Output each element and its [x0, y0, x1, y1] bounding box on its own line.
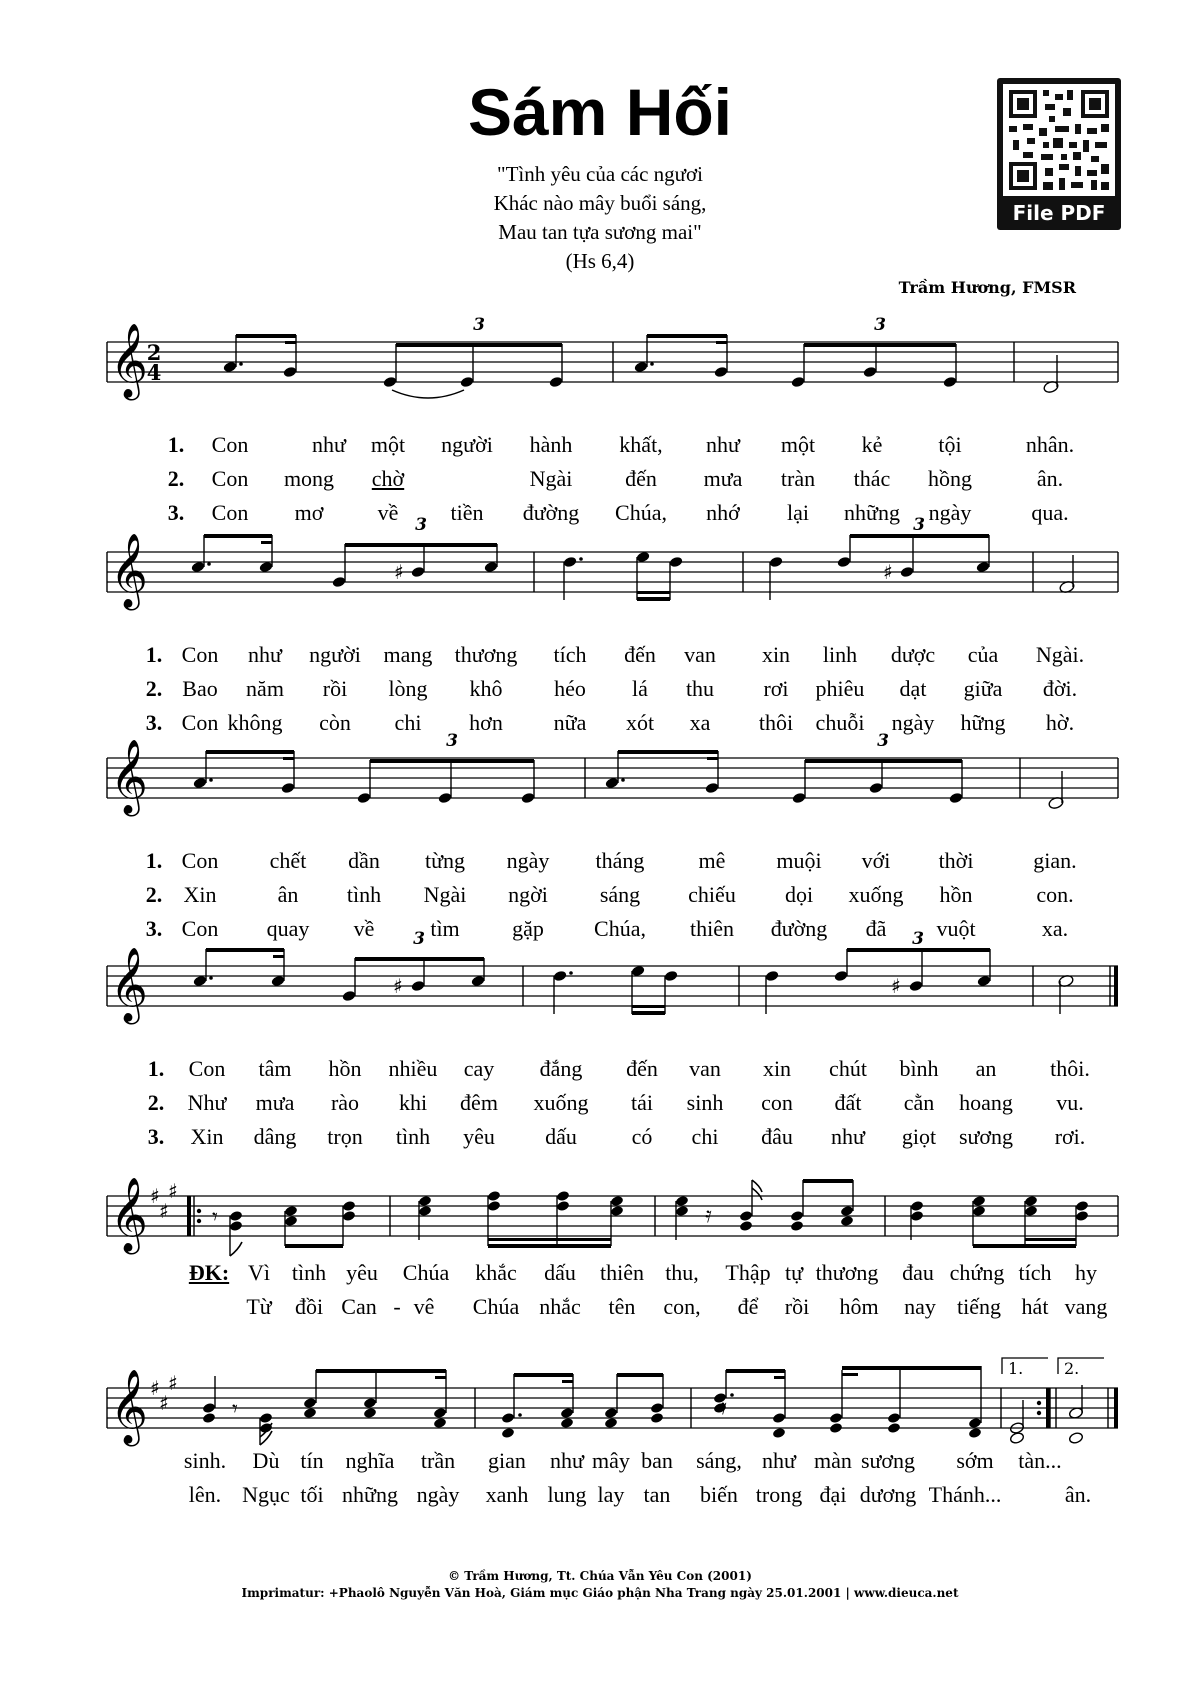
music-staff [0, 1340, 1200, 1460]
lyric-syllable: mê [698, 848, 726, 873]
lyric-syllable: xin [761, 642, 791, 667]
lyric-syllable: sáng, [696, 1448, 742, 1473]
lyric-syllable: Con [181, 642, 219, 667]
lyric-syllable: Chúa [402, 1260, 450, 1285]
lyric-syllable: yêu [463, 1124, 495, 1149]
tuplet-number: 3 [877, 731, 889, 751]
lyric-syllable: tội [938, 432, 962, 457]
lyric-syllable: màn [814, 1448, 852, 1473]
lyric-syllable: biến [700, 1482, 738, 1507]
lyric-syllable: vu. [1056, 1090, 1084, 1115]
lyric-line [0, 1260, 1200, 1290]
lyric-syllable: sương [860, 1448, 916, 1473]
lyric-line [0, 466, 1200, 496]
verse-number: 3. [167, 500, 185, 525]
lyric-syllable: ngày [506, 848, 550, 873]
tuplet-number: 3 [446, 731, 458, 751]
lyric-syllable: nữa [553, 710, 587, 735]
lyric-syllable: ngời [508, 882, 548, 907]
verse-number: 1. [167, 432, 185, 457]
lyric-line [0, 642, 1200, 672]
lyric-syllable: thác [853, 466, 891, 491]
lyric-syllable: Xin [190, 1124, 224, 1149]
lyric-syllable: Con [211, 500, 249, 525]
lyric-syllable: Từ [246, 1294, 272, 1319]
lyric-line [0, 1448, 1200, 1478]
sixteenth-rest-icon: 𝄿 [720, 1395, 727, 1420]
lyric-syllable: đất [834, 1090, 862, 1115]
verse-number: 1. [145, 642, 163, 667]
lyric-syllable: những [342, 1482, 398, 1507]
copyright-line: © Trầm Hương, Tt. Chúa Vẫn Yêu Con (2001) [448, 1569, 752, 1583]
svg-text:♯: ♯ [168, 1371, 178, 1395]
lyric-syllable: đường [522, 500, 580, 525]
lyric-syllable: rồi [322, 676, 348, 701]
lyric-syllable: năm [246, 676, 284, 701]
lyric-syllable: Xin [183, 882, 217, 907]
lyric-syllable: vê [413, 1294, 435, 1319]
time-signature-top: 2 [146, 340, 162, 365]
lyric-syllable: tự [784, 1260, 804, 1285]
lyric-syllable: hồn [939, 882, 973, 907]
lyric-syllable: tiếng [957, 1294, 1001, 1319]
lyric-syllable: dần [348, 848, 380, 873]
lyric-syllable: Như [187, 1090, 227, 1115]
lyric-syllable: héo [554, 676, 586, 701]
lyric-syllable: người [441, 432, 493, 457]
first-ending-label: 1. [1008, 1359, 1024, 1378]
lyric-syllable: về [353, 916, 375, 941]
lyric-syllable: yêu [346, 1260, 378, 1285]
lyric-syllable: nhiều [388, 1056, 438, 1081]
lyric-syllable: Ngài [423, 882, 467, 907]
lyric-syllable: ân. [1064, 1482, 1092, 1507]
svg-text:♯: ♯ [159, 1391, 169, 1415]
lyric-syllable: chi [394, 710, 422, 735]
lyric-syllable: rồi [784, 1294, 810, 1319]
lyric-syllable: kẻ [861, 432, 883, 457]
lyric-syllable: - [393, 1294, 401, 1319]
tuplet-number: 3 [874, 315, 886, 335]
lyric-syllable: tích [553, 642, 587, 667]
lyric-syllable: van [684, 642, 716, 667]
lyric-syllable: mơ [294, 500, 324, 525]
lyric-line [0, 1294, 1200, 1324]
lyric-syllable: nay [904, 1294, 936, 1319]
treble-clef: 𝄞 [110, 948, 148, 1022]
lyric-syllable: thiên [600, 1260, 644, 1285]
lyric-syllable: trần [420, 1448, 456, 1473]
lyric-syllable: lòng [388, 676, 428, 701]
lyric-syllable: gặp [512, 916, 544, 941]
lyric-syllable: ngày [416, 1482, 460, 1507]
lyric-syllable: giữa [963, 676, 1003, 701]
lyric-syllable: Con [181, 710, 219, 735]
lyric-syllable: tích [1018, 1260, 1052, 1285]
lyric-syllable: tràn [780, 466, 816, 491]
lyric-syllable: sương [958, 1124, 1014, 1149]
lyric-syllable: gian [488, 1448, 526, 1473]
verse-number: 3. [145, 916, 163, 941]
lyric-syllable: ngày [928, 500, 972, 525]
epigraph-line: Mau tan tựa sương mai" [498, 220, 702, 244]
lyric-syllable: an [975, 1056, 997, 1081]
lyric-syllable: chi [691, 1124, 719, 1149]
lyric-syllable: chuỗi [815, 710, 865, 735]
lyric-syllable: xuống [848, 882, 904, 907]
music-staff [0, 510, 1200, 620]
lyric-syllable: khô [469, 676, 503, 701]
lyric-syllable: đã [865, 916, 887, 941]
lyric-syllable: nhân. [1025, 432, 1075, 457]
lyric-syllable: thương [454, 642, 518, 667]
lyric-syllable: rơi. [1054, 1124, 1086, 1149]
lyric-syllable: xin [762, 1056, 792, 1081]
tuplet-number: 3 [912, 929, 924, 949]
lyric-line [0, 848, 1200, 878]
lyric-syllable: đến [624, 642, 656, 667]
lyric-syllable: hát [1021, 1294, 1049, 1319]
treble-clef: 𝄞 [110, 1178, 148, 1252]
lyric-syllable: nhắc [539, 1294, 581, 1319]
lyric-syllable: Chúa, [615, 500, 667, 525]
qr-code-icon [1003, 84, 1115, 196]
lyric-syllable: Con [181, 916, 219, 941]
lyric-syllable: người [309, 642, 361, 667]
lyric-syllable: Con [188, 1056, 226, 1081]
lyric-syllable: xuống [533, 1090, 589, 1115]
lyric-syllable: hồn [328, 1056, 362, 1081]
lyric-syllable: bình [899, 1056, 939, 1081]
svg-text:♯: ♯ [168, 1179, 178, 1203]
lyric-syllable: thiên [690, 916, 734, 941]
lyric-syllable: ngày [891, 710, 935, 735]
qr-code-pdf-link[interactable] [997, 78, 1121, 230]
lyric-syllable: đời. [1042, 676, 1078, 701]
lyric-line [0, 1482, 1200, 1512]
lyric-syllable: nghĩa [345, 1448, 395, 1473]
lyric-syllable: lay [597, 1482, 625, 1507]
lyric-line [0, 1056, 1200, 1086]
lyric-syllable: hơn [469, 710, 503, 735]
lyric-syllable: Bao [182, 676, 218, 701]
lyric-syllable: đến [625, 466, 657, 491]
lyric-syllable: đắng [539, 1056, 583, 1081]
lyric-syllable: Ngục [242, 1482, 290, 1507]
lyric-syllable: ân. [1036, 466, 1064, 491]
lyric-syllable: mong [283, 466, 335, 491]
lyric-syllable: vuột [936, 916, 976, 941]
music-staff [0, 924, 1200, 1034]
lyric-syllable: khắc [475, 1260, 517, 1285]
lyric-syllable: cay [463, 1056, 495, 1081]
lyric-syllable: xanh [485, 1482, 529, 1507]
lyric-syllable: như [706, 432, 740, 457]
lyric-syllable: hy [1075, 1260, 1097, 1285]
lyric-syllable: để [737, 1294, 759, 1319]
lyric-syllable: chết [269, 848, 307, 873]
lyric-syllable: đồi [294, 1294, 324, 1319]
lyric-syllable: Can [341, 1294, 377, 1319]
lyric-syllable: hững [960, 710, 1006, 735]
lyric-syllable: tái [631, 1090, 653, 1115]
lyric-syllable: tình [395, 1124, 431, 1149]
svg-text:♯: ♯ [150, 1376, 160, 1400]
lyric-syllable: thu, [665, 1260, 699, 1285]
lyric-syllable: một [370, 432, 406, 457]
lyric-syllable: van [689, 1056, 721, 1081]
lyric-syllable: với [861, 848, 891, 873]
lyric-syllable: tối [300, 1482, 324, 1507]
treble-clef: 𝄞 [110, 534, 148, 608]
footer [0, 1568, 1200, 1602]
lyric-syllable: con. [1036, 882, 1074, 907]
lyric-line [0, 882, 1200, 912]
lyric-syllable: Dù [252, 1448, 280, 1473]
lyric-syllable: muội [776, 848, 822, 873]
svg-text:♯: ♯ [159, 1199, 169, 1223]
lyric-syllable: hờ. [1045, 710, 1075, 735]
lyric-syllable: đến [626, 1056, 658, 1081]
verse-number: 3. [147, 1124, 165, 1149]
music-staff [0, 300, 1200, 410]
treble-clef: 𝄞 [110, 740, 148, 814]
treble-clef: 𝄞 [110, 1370, 148, 1444]
lyric-line [0, 1090, 1200, 1120]
lyric-syllable: hôm [839, 1294, 879, 1319]
lyric-syllable: như [550, 1448, 584, 1473]
lyric-syllable: tìm [430, 916, 460, 941]
verse-number: 2. [145, 676, 163, 701]
lyric-syllable: Con [211, 466, 249, 491]
lyric-syllable: thôi. [1050, 1056, 1090, 1081]
tuplet-number: 3 [415, 515, 427, 535]
lyric-syllable: lung [547, 1482, 587, 1507]
second-ending-label: 2. [1064, 1359, 1080, 1378]
verse-number: 2. [147, 1090, 165, 1115]
lyric-syllable: lên. [188, 1482, 222, 1507]
lyric-syllable: mây [592, 1448, 630, 1473]
lyric-syllable: đường [770, 916, 828, 941]
lyric-syllable: lá [632, 676, 648, 701]
lyric-syllable: tín [300, 1448, 324, 1473]
lyric-syllable: trong [755, 1482, 803, 1507]
epigraph-line: Khác nào mây buổi sáng, [493, 191, 707, 215]
lyric-syllable: những [844, 500, 900, 525]
lyric-syllable: linh [822, 642, 858, 667]
lyric-syllable: thu [685, 676, 715, 701]
lyric-syllable: đêm [460, 1090, 498, 1115]
lyric-syllable: gian. [1033, 848, 1077, 873]
svg-text:♯: ♯ [394, 560, 404, 584]
lyric-syllable: Con [181, 848, 219, 873]
lyric-syllable: Ngài [529, 466, 573, 491]
lyric-syllable: tiền [450, 500, 484, 525]
lyric-syllable: hồng [928, 466, 972, 491]
lyric-syllable: chút [829, 1056, 867, 1081]
tuplet-number: 3 [473, 315, 485, 335]
lyric-syllable: như [762, 1448, 796, 1473]
imprimatur-line: Imprimatur: +Phaolô Nguyễn Văn Hoà, Giám mục Giáo phận Nha Trang ngày 25.01.2001 | www.dieuca.net [241, 1586, 959, 1600]
lyric-syllable: lại [787, 500, 809, 525]
lyric-syllable: dâng [253, 1124, 297, 1149]
lyric-syllable: khất, [619, 432, 663, 457]
lyric-syllable: từng [424, 848, 466, 873]
lyric-syllable: con, [663, 1294, 701, 1319]
lyric-syllable: tình [291, 1260, 327, 1285]
lyric-syllable: thôi [758, 710, 794, 735]
lyric-syllable: như [312, 432, 346, 457]
eighth-rest-icon: 𝄾 [212, 1205, 218, 1230]
lyric-syllable: chứng [949, 1260, 1005, 1285]
lyric-syllable: đại [819, 1482, 847, 1507]
lyric-syllable: có [631, 1124, 653, 1149]
lyric-syllable: quay [266, 916, 310, 941]
sixteenth-rest-icon: 𝄿 [705, 1203, 712, 1228]
lyric-syllable: mang [383, 642, 433, 667]
lyric-syllable: rào [330, 1090, 360, 1115]
epigraph-reference: (Hs 6,4) [565, 249, 635, 273]
lyric-syllable: xa. [1041, 916, 1069, 941]
lyric-syllable: khi [398, 1090, 428, 1115]
lyric-syllable: dọi [784, 882, 814, 907]
lyric-syllable: chờ [371, 466, 405, 491]
lyric-syllable: sinh. [183, 1448, 227, 1473]
music-staff [0, 1160, 1200, 1270]
lyric-syllable: tàn... [1018, 1448, 1062, 1473]
lyric-syllable: không [227, 710, 283, 735]
lyric-line [0, 432, 1200, 462]
lyric-syllable: thương [815, 1260, 879, 1285]
svg-text:♯: ♯ [150, 1184, 160, 1208]
music-staff [0, 716, 1200, 826]
lyric-syllable: nhớ [706, 500, 740, 525]
lyric-syllable: ân [277, 882, 299, 907]
lyric-syllable: Ngài. [1035, 642, 1085, 667]
lyric-syllable: hoang [959, 1090, 1013, 1115]
lyric-syllable: dấu [544, 1260, 576, 1285]
lyric-syllable: về [377, 500, 399, 525]
time-signature-bottom: 4 [146, 360, 162, 385]
lyric-syllable: như [248, 642, 282, 667]
lyric-syllable: chiếu [688, 882, 736, 907]
svg-text:♯: ♯ [891, 974, 901, 998]
eighth-rest-icon: 𝄾 [232, 1397, 238, 1422]
lyric-syllable: ban [641, 1448, 673, 1473]
song-title: Sám Hối [467, 75, 733, 149]
lyric-syllable: dược [890, 642, 936, 667]
lyric-syllable: Chúa, [594, 916, 646, 941]
svg-text:♯: ♯ [883, 560, 893, 584]
lyric-syllable: sáng [599, 882, 641, 907]
lyric-syllable: tan [643, 1482, 671, 1507]
treble-clef: 𝄞 [110, 324, 148, 398]
composer-credit: Trầm Hương, FMSR [898, 278, 1076, 297]
lyric-syllable: một [780, 432, 816, 457]
tuplet-number: 3 [413, 929, 425, 949]
lyric-syllable: tên [608, 1294, 636, 1319]
verse-number: 2. [167, 466, 185, 491]
lyric-syllable: hành [529, 432, 573, 457]
lyric-syllable: dương [859, 1482, 917, 1507]
qr-code-label: File PDF [1012, 201, 1106, 225]
lyric-syllable: xa [689, 710, 711, 735]
verse-number: 1. [147, 1056, 165, 1081]
lyric-syllable: dấu [545, 1124, 577, 1149]
lyric-syllable: xót [625, 710, 655, 735]
lyric-syllable: Thập [725, 1260, 771, 1285]
refrain-label: ĐK: [188, 1260, 230, 1285]
lyric-syllable: con [761, 1090, 793, 1115]
lyric-syllable: mưa [703, 466, 743, 491]
lyric-syllable: như [831, 1124, 865, 1149]
lyric-syllable: mưa [255, 1090, 295, 1115]
lyric-line [0, 676, 1200, 706]
verse-number: 3. [145, 710, 163, 735]
lyric-syllable: vang [1064, 1294, 1108, 1319]
lyric-syllable: của [967, 642, 999, 667]
svg-text:♯: ♯ [393, 974, 403, 998]
lyric-syllable: Vì [248, 1260, 270, 1285]
lyric-syllable: Chúa [472, 1294, 520, 1319]
lyric-syllable: tháng [595, 848, 645, 873]
lyric-syllable: sớm [956, 1448, 994, 1473]
lyric-syllable: phiêu [815, 676, 865, 701]
lyric-syllable: đâu [761, 1124, 793, 1149]
lyric-syllable: Thánh... [928, 1482, 1002, 1507]
tuplet-number: 3 [913, 515, 925, 535]
lyric-syllable: đau [902, 1260, 934, 1285]
lyric-syllable: thời [938, 848, 974, 873]
lyric-syllable: dạt [899, 676, 927, 701]
verse-number: 2. [145, 882, 163, 907]
lyric-syllable: còn [319, 710, 351, 735]
lyric-syllable: giọt [901, 1124, 937, 1149]
lyric-syllable: sinh [686, 1090, 724, 1115]
lyric-syllable: cằn [903, 1090, 935, 1115]
epigraph-line: "Tình yêu của các ngươi [497, 162, 703, 186]
lyric-syllable: trọn [327, 1124, 363, 1149]
lyric-syllable: qua. [1031, 500, 1069, 525]
lyric-syllable: Con [211, 432, 249, 457]
lyric-syllable: tâm [258, 1056, 292, 1081]
lyric-line [0, 1124, 1200, 1154]
lyric-syllable: rơi [763, 676, 789, 701]
verse-number: 1. [145, 848, 163, 873]
lyric-syllable: tình [346, 882, 382, 907]
